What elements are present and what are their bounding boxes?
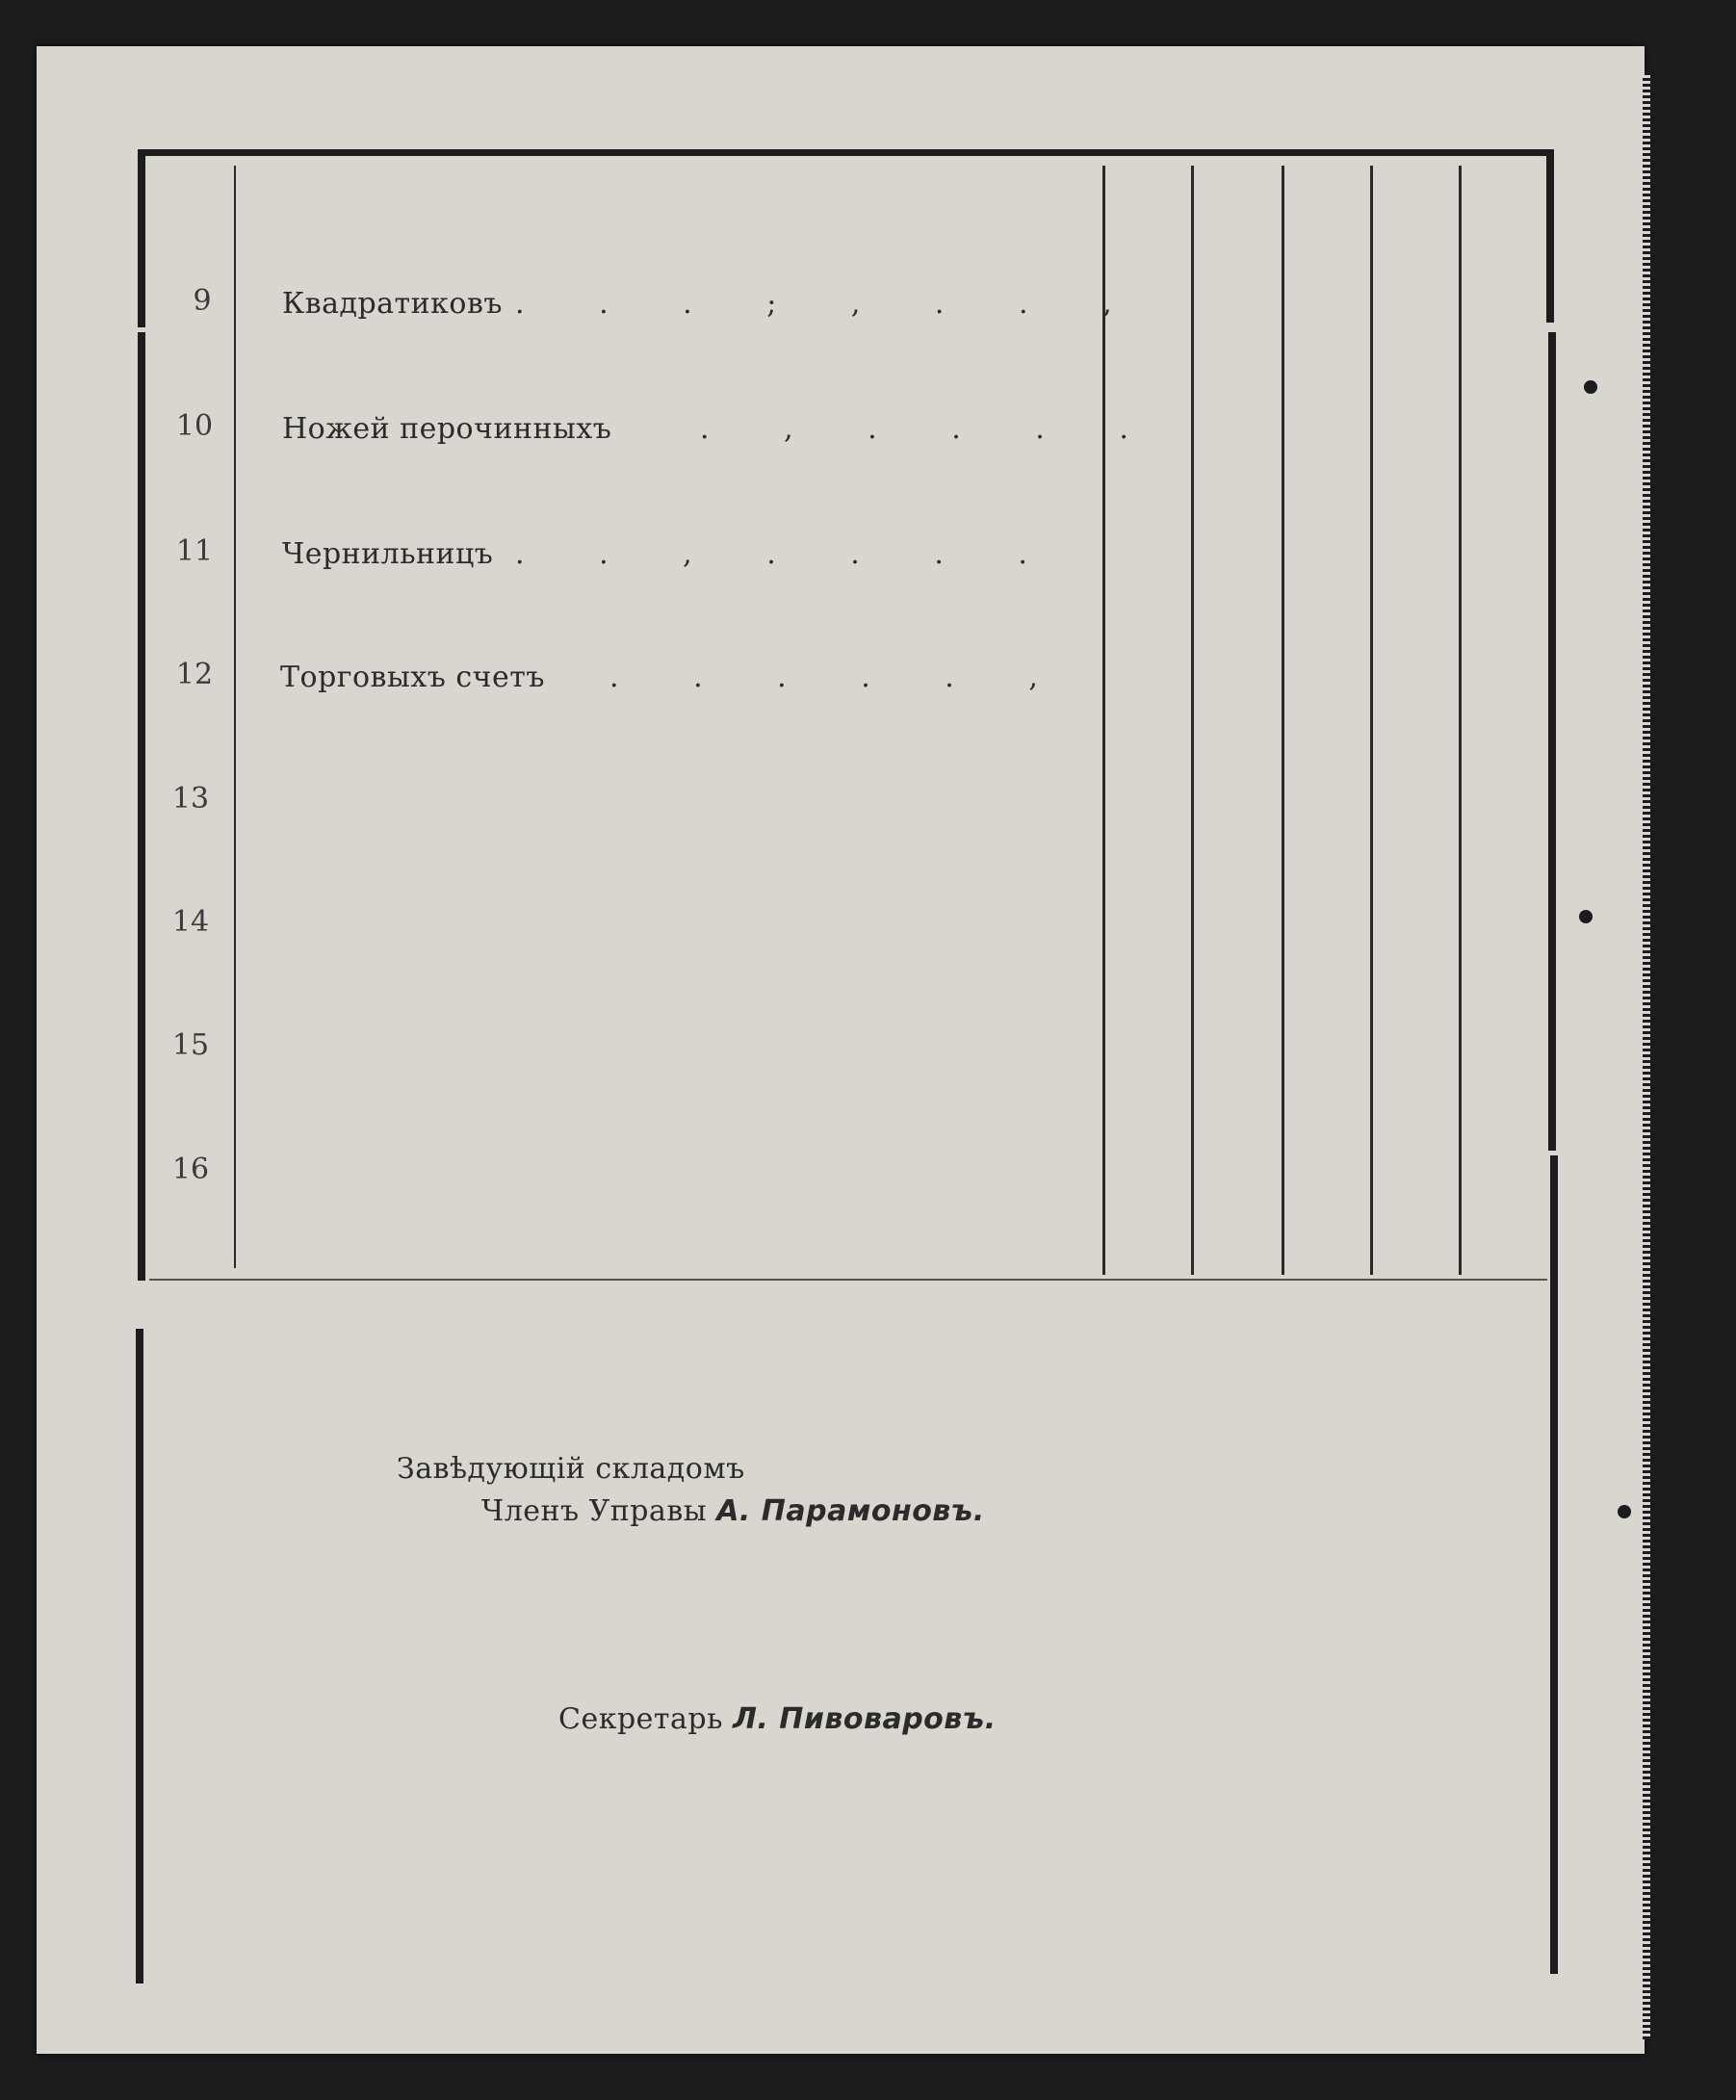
- punch-hole: [1618, 1505, 1631, 1518]
- row-label: Ножей перочинныхъ: [282, 412, 612, 446]
- warehouse-manager-title: Завѣдующій складомъ: [397, 1452, 745, 1486]
- row-number: 15: [171, 1028, 210, 1062]
- board-member-title: Членъ Управы: [481, 1494, 708, 1528]
- row-number: 16: [171, 1153, 210, 1186]
- amount-column-line-1: [1102, 166, 1105, 1275]
- secretary-name: Л. Пивоваровъ.: [732, 1702, 997, 1736]
- amount-column-line-2: [1191, 166, 1194, 1275]
- row-number: 13: [171, 782, 210, 816]
- leader-dots: . . . . . ,: [609, 661, 1038, 694]
- amount-column-line-5: [1459, 166, 1462, 1275]
- row-number: 9: [193, 284, 212, 318]
- frame-right-border-middle: [1548, 332, 1556, 1151]
- row-label: Торговыхъ счетъ: [280, 661, 545, 694]
- punch-hole: [1579, 910, 1593, 923]
- leader-dots: . . . ; , . . ,: [515, 287, 1112, 321]
- secretary-signature: [558, 1702, 997, 1736]
- frame-left-border-upper: [138, 149, 145, 327]
- row-number: 12: [175, 658, 214, 691]
- punch-hole: [1584, 380, 1597, 394]
- document-page: [37, 46, 1645, 2054]
- board-member-name: А. Парамоновъ.: [716, 1494, 985, 1528]
- leader-dots: . , . . . .: [700, 412, 1128, 446]
- secretary-title: Секретарь: [558, 1702, 723, 1736]
- frame-right-border-upper: [1546, 149, 1554, 323]
- row-label: Квадратиковъ: [282, 287, 503, 321]
- frame-left-border-middle: [138, 332, 145, 1281]
- row-number: 14: [171, 905, 210, 939]
- number-column-divider: [234, 166, 236, 1268]
- row-number: 11: [175, 534, 214, 568]
- row-label: Чернильницъ: [282, 537, 494, 571]
- frame-left-border-lower: [136, 1329, 143, 1983]
- amount-column-line-4: [1370, 166, 1373, 1275]
- frame-right-border-lower: [1550, 1155, 1558, 1974]
- frame-top-border: [142, 149, 1552, 156]
- amount-column-line-3: [1282, 166, 1284, 1275]
- row-number: 10: [175, 409, 214, 443]
- leader-dots: . . , . . . .: [515, 537, 1027, 571]
- table-bottom-rule: [149, 1279, 1547, 1281]
- board-member-signature: [481, 1494, 985, 1528]
